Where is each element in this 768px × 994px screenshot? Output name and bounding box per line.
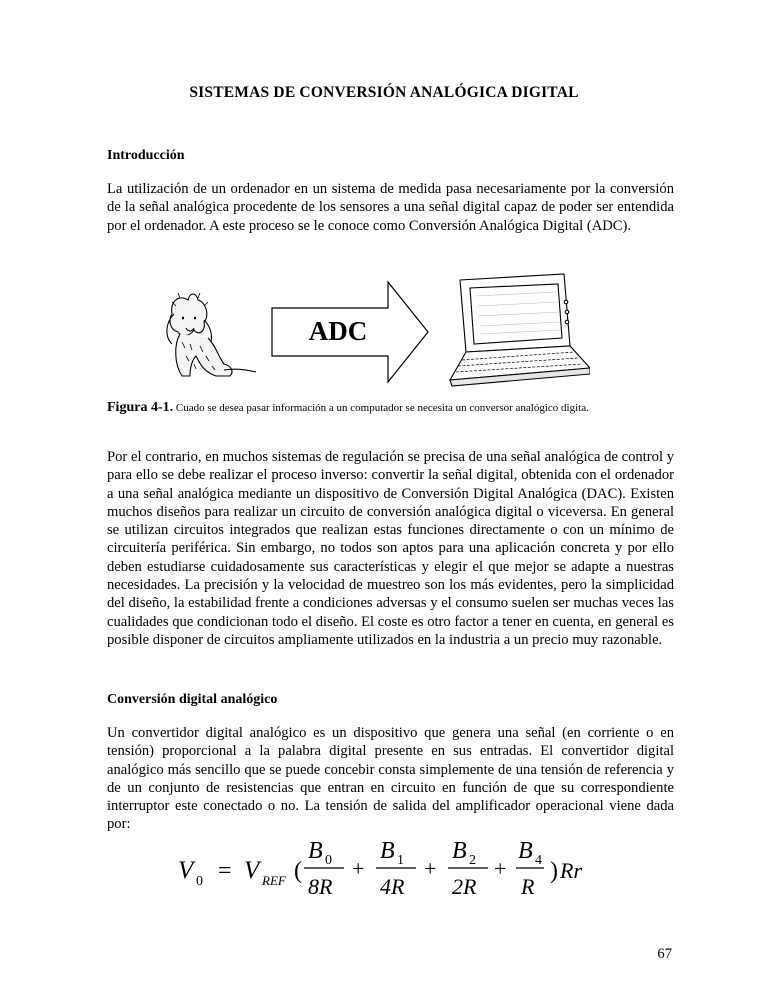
laptop-illustration-icon: [450, 274, 590, 386]
formula-vref: V: [244, 857, 260, 884]
fraction-3-numerator-sub: 2: [469, 853, 476, 868]
formula-close-paren: ): [550, 858, 558, 884]
dac-paragraph: Un convertidor digital analógico es un dispositivo que genera una señal (en corriente o en tensión) proporcional a la palabra digital presente en sus entradas. El convertidor digital analógico más sencillo que se puede concebir consta simplemente de una tensión de referencia y de un conjunto de resistencias que entran en circuito en función de que su correspondiente interruptor este conectado o no. La tensión de salida del amplificador operacional viene dada por:: [107, 725, 674, 833]
fraction-3-numerator: B: [452, 838, 467, 864]
intro-heading: Introducción: [107, 148, 185, 163]
fraction-1-numerator-sub: 0: [325, 853, 332, 868]
fraction-1-numerator: B: [308, 838, 323, 864]
dog-illustration-icon: [167, 293, 256, 376]
figure-caption-text: Cuado se desea pasar información a un computador se necesita un conversor analógico digita.: [175, 402, 589, 414]
formula-tail: Rr: [560, 858, 582, 883]
formula-lhs: V: [178, 857, 194, 884]
formula-v0: [176, 826, 586, 906]
formula-open-paren: (: [294, 858, 302, 884]
fraction-1-denominator: 8R: [308, 874, 333, 899]
adc-arrow: [272, 282, 428, 382]
fraction-2-denominator: 4R: [380, 874, 405, 899]
page-title: SISTEMAS DE CONVERSIÓN ANALÓGICA DIGITAL: [189, 84, 579, 101]
fraction-4-denominator: R: [521, 874, 535, 899]
intro-paragraph: La utilización de un ordenador en un sistema de medida pasa necesariamente por la conversión de la señal analógica procedente de los sensores a una señal digital capaz de poder ser entendida por el ordenador. A este proceso se le conoce como Conversión Analógica Digital (ADC).: [107, 181, 674, 234]
page-number: 67: [657, 946, 672, 962]
formula-plus-1: +: [352, 856, 365, 881]
fraction-4-numerator: B: [518, 838, 533, 864]
formula-plus-3: +: [494, 856, 507, 881]
adc-arrow-label: ADC: [308, 316, 368, 346]
figure-caption: [107, 400, 674, 416]
formula-vref-sub: REF: [262, 873, 286, 888]
formula-lhs-sub: 0: [196, 874, 203, 889]
dac-heading: Conversión digital analógico: [107, 692, 278, 707]
fraction-2-numerator: B: [380, 838, 395, 864]
body-paragraph: Por el contrario, en muchos sistemas de regulación se precisa de una señal analógica de control y para ello se debe realizar el proceso inverso: convertir la señal digital, obtenida con el ordenador a una señal analógica mediante un dispositivo de Conversión Digital Analógica (DAC). Existen muchos diseños para realizar un circuito de conversión analógica digital o viceversa. En general se utilizan circuitos integrados que realizan estas funciones directamente o con un mínimo de circuitería periférica. Sin embargo, no todos son aptos para una aplicación concreta y por ello deben estudiarse cuidadosamente sus características y elegir el que mejor se adapte a nuestras necesidades. La precisión y la velocidad de muestreo son los más evidentes, pero la simplicidad del diseño, la estabilidad frente a condiciones adversas y el consumo suelen ser muchas veces las cualidades que condicionan todo el diseño. El coste es otro factor a tener en cuenta, en general es posible disponer de circuitos ampliamente utilizados en la industria a un precio muy razonable.: [107, 449, 674, 648]
figure-caption-label: Figura 4-1.: [107, 400, 174, 415]
figure-adc: [160, 272, 590, 392]
formula-plus-2: +: [424, 856, 437, 881]
fraction-4-numerator-sub: 4: [535, 853, 542, 868]
fraction-3-denominator: 2R: [452, 874, 477, 899]
formula-equals: =: [218, 858, 232, 884]
fraction-2-numerator-sub: 1: [397, 853, 404, 868]
